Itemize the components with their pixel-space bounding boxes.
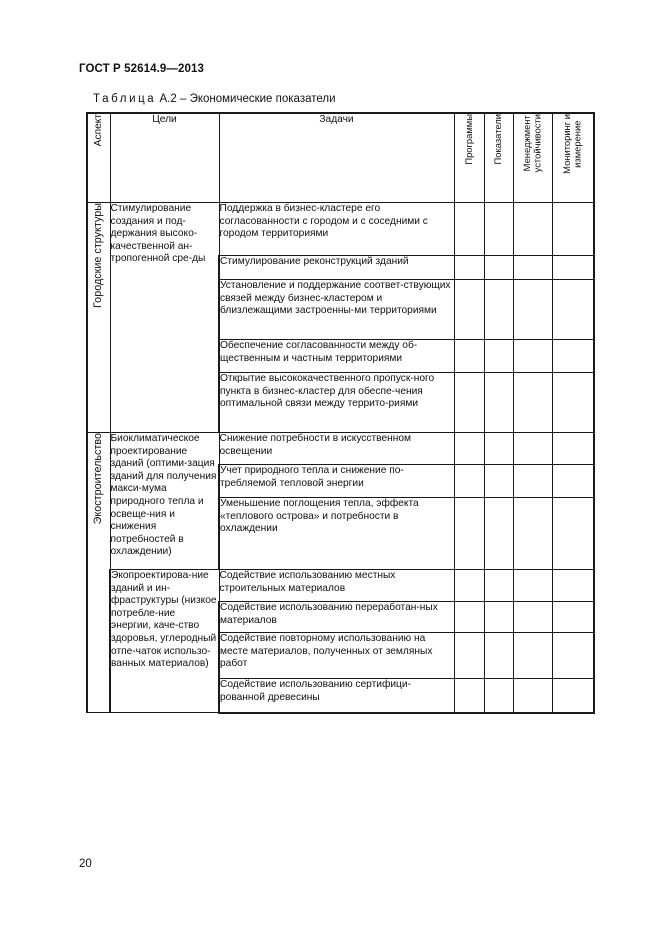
header-programs-label: Программы	[462, 114, 474, 165]
indicators-cell	[484, 465, 513, 498]
monitoring-cell	[552, 433, 594, 465]
aspect-label: Экостроительство	[92, 433, 104, 525]
caption-separator: –	[176, 93, 190, 105]
management-cell	[513, 373, 552, 433]
header-monitoring-line-2: измерение	[571, 120, 583, 168]
monitoring-cell	[552, 340, 594, 373]
management-cell	[513, 203, 552, 256]
header-tasks: Задачи	[219, 113, 454, 203]
indicators-cell	[484, 602, 513, 633]
task-cell: Стимулирование реконструкций зданий	[219, 256, 454, 280]
management-cell	[513, 433, 552, 465]
indicators-cell	[484, 570, 513, 602]
indicators-cell	[484, 679, 513, 713]
task-cell: Учет природного тепла и снижение по-требляемой тепловой энергии	[219, 465, 454, 498]
monitoring-cell	[552, 256, 594, 280]
table-row	[87, 433, 594, 465]
programs-cell	[454, 203, 484, 256]
task-cell: Содействие использованию сертифици-рованной древесины	[219, 679, 454, 713]
task-cell: Содействие использованию местных строительных материалов	[219, 570, 454, 602]
header-aspect	[87, 113, 110, 203]
programs-cell	[454, 280, 484, 340]
header-management-line-1: Менеджмент	[521, 115, 532, 172]
indicators-cell	[484, 203, 513, 256]
monitoring-cell	[552, 280, 594, 340]
table-row	[87, 203, 594, 256]
monitoring-cell	[552, 465, 594, 498]
header-monitoring-label	[562, 114, 583, 174]
programs-cell	[454, 570, 484, 602]
table-header-row	[87, 113, 594, 203]
header-management-line-2: устойчивости	[531, 114, 543, 173]
aspect-cell-urban	[87, 203, 110, 433]
header-monitoring-line-1: Мониторинг и	[561, 114, 573, 174]
task-cell: Содействие повторному использованию на месте материалов, полученных от земляных работ	[219, 633, 454, 679]
management-cell	[513, 679, 552, 713]
indicators-cell	[484, 498, 513, 570]
programs-cell	[454, 498, 484, 570]
programs-cell	[454, 602, 484, 633]
aspect-cell-eco	[87, 433, 110, 713]
monitoring-cell	[552, 373, 594, 433]
programs-cell	[454, 465, 484, 498]
monitoring-cell	[552, 203, 594, 256]
management-cell	[513, 256, 552, 280]
header-management	[513, 113, 552, 203]
goal-cell: Биоклиматическое проектирование зданий (оптими-зация зданий для получения макси-мума природного тепла и освеще-ния и снижения потребностей в охлаждении)	[110, 433, 219, 570]
management-cell	[513, 602, 552, 633]
task-cell: Уменьшение поглощения тепла, эффекта «теплового острова» и потребности в охлаждении	[219, 498, 454, 570]
caption-prefix: Таблица	[93, 93, 157, 105]
monitoring-cell	[552, 498, 594, 570]
programs-cell	[454, 373, 484, 433]
task-cell: Снижение потребности в искусственном освещении	[219, 433, 454, 465]
header-goals: Цели	[110, 113, 219, 203]
economic-indicators-table	[86, 112, 595, 714]
task-cell: Обеспечение согласованности между об-щественным и частным территориями	[219, 340, 454, 373]
caption-title: Экономические показатели	[189, 93, 336, 105]
indicators-cell	[484, 340, 513, 373]
monitoring-cell	[552, 602, 594, 633]
task-cell: Содействие использованию переработан-ных материалов	[219, 602, 454, 633]
monitoring-cell	[552, 679, 594, 713]
task-cell: Открытие высококачественного пропуск-ного пункта в бизнес-кластер для обеспе-чения оптимальной связи между террито-риями	[219, 373, 454, 433]
goal-cell: Экопроектирова-ние зданий и ин-фраструктуры (низкое потребле-ние энергии, каче-ство здоровья, углеродный отпе-чаток использо-ванных материалов)	[110, 570, 219, 713]
monitoring-cell	[552, 570, 594, 602]
indicators-cell	[484, 633, 513, 679]
management-cell	[513, 465, 552, 498]
task-cell: Установление и поддержание соответ-ствующих связей между бизнес-кластером и близлежащими застроенны-ми территориями	[219, 280, 454, 340]
programs-cell	[454, 340, 484, 373]
header-indicators-label: Показатели	[492, 114, 504, 165]
aspect-label: Городские структуры	[92, 203, 105, 308]
indicators-cell	[484, 433, 513, 465]
programs-cell	[454, 256, 484, 280]
table-caption	[93, 93, 336, 105]
document-code: ГОСТ Р 52614.9—2013	[79, 63, 204, 75]
header-management-label	[522, 114, 543, 172]
management-cell	[513, 570, 552, 602]
goal-cell: Стимулирование создания и под-держания высоко-качественной ан-тропогенной сре-ды	[110, 203, 219, 433]
management-cell	[513, 280, 552, 340]
management-cell	[513, 633, 552, 679]
header-aspect-label: Аспект	[93, 114, 105, 147]
page-number: 20	[79, 858, 92, 870]
caption-number: А.2	[159, 93, 177, 105]
table-row	[87, 570, 594, 602]
indicators-cell	[484, 280, 513, 340]
task-cell: Поддержка в бизнес-кластере его согласованности с городом и с соседними с городом территориями	[219, 203, 454, 256]
programs-cell	[454, 633, 484, 679]
management-cell	[513, 340, 552, 373]
indicators-cell	[484, 256, 513, 280]
monitoring-cell	[552, 633, 594, 679]
header-programs	[454, 113, 484, 203]
programs-cell	[454, 679, 484, 713]
header-indicators	[484, 113, 513, 203]
header-monitoring	[552, 113, 594, 203]
management-cell	[513, 498, 552, 570]
programs-cell	[454, 433, 484, 465]
indicators-cell	[484, 373, 513, 433]
